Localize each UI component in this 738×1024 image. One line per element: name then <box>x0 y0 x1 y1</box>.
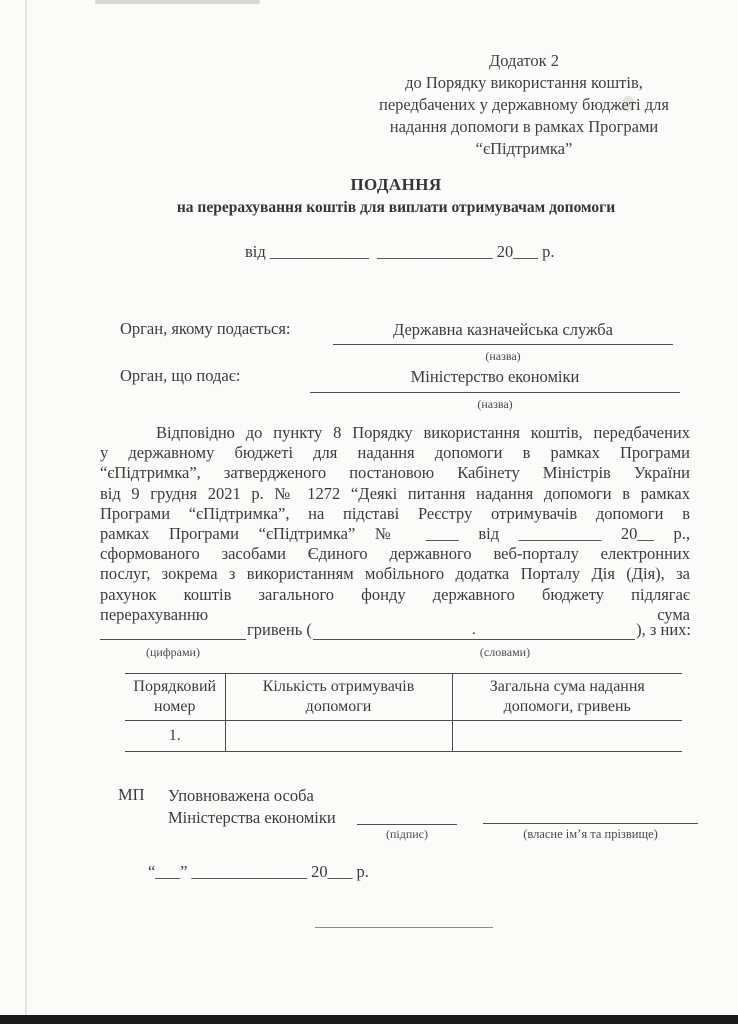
table-cell <box>225 721 452 752</box>
paragraph-line: рахунок коштів загального фонду державного бюджету підлягає <box>100 584 690 604</box>
paragraph-line: у державному бюджеті для надання допомоги в рамках Програми <box>100 443 690 463</box>
caption-words: (словами) <box>479 645 531 659</box>
appendix-line: надання допомоги в рамках Програми <box>389 117 659 136</box>
paragraph-line: перерахуванню сума <box>100 604 690 624</box>
authorized-person-block <box>168 785 336 828</box>
name-caption: (власне ім’я та прізвище) <box>523 827 658 841</box>
body-paragraph <box>100 423 690 625</box>
mp-stamp-label: МП <box>118 785 145 804</box>
appendix-line: “єПідтримка” <box>475 139 573 158</box>
document-title: ПОДАННЯ <box>350 175 442 194</box>
sum-closing-label: ), з них: <box>636 620 691 639</box>
sum-captions <box>100 645 692 659</box>
table-header-cell: Порядковий номер <box>125 674 225 721</box>
authorized-person-line: Міністерства економіки <box>168 807 336 827</box>
scan-bottom-edge <box>0 1015 738 1024</box>
table-cell <box>452 721 682 752</box>
footer-date-line: “___” ______________ 20___ р. <box>148 862 369 881</box>
appendix-reference <box>348 50 700 160</box>
table-header-cell: Кількість отримувачів допомоги <box>225 674 452 721</box>
signature-caption: (підпис) <box>385 827 429 841</box>
paragraph-line: Програми “єПідтримка”, на підставі Реєстру отримувачів допомоги в <box>100 503 690 523</box>
paragraph-line: Відповідно до пункту 8 Порядку використання коштів, передбачених <box>156 423 690 442</box>
hryven-label: гривень ( <box>247 620 312 639</box>
appendix-line: Додаток 2 <box>489 51 559 70</box>
authorized-person-line: Уповноважена особа <box>168 786 314 805</box>
scan-left-edge-line <box>25 0 27 1024</box>
org-to-value: Державна казначейська служба <box>333 320 673 345</box>
table-row <box>125 721 682 752</box>
org-from-caption: (назва) <box>477 397 513 411</box>
sum-line <box>100 620 692 642</box>
paragraph-line: рамках Програми “єПідтримка” № ____ від __________ 20__ р., <box>100 524 690 544</box>
appendix-line: передбачених у державному бюджеті для <box>379 95 669 114</box>
org-to-caption: (назва) <box>485 349 521 363</box>
org-from-value: Міністерство економіки <box>310 367 680 393</box>
paragraph-line: від 9 грудня 2021 р. № 1272 “Деякі питання надання допомоги в рамках <box>100 483 690 503</box>
table-cell: 1. <box>125 721 225 752</box>
org-to-label: Орган, якому подається: <box>120 319 291 338</box>
paragraph-line: “єПідтримка”, затвердженого постановою Кабінету Міністрів України <box>100 463 690 483</box>
caption-digits: (цифрами) <box>146 645 200 659</box>
sum-digits-blank <box>100 624 246 640</box>
scan-top-smudge <box>95 0 260 4</box>
name-blank <box>483 805 698 824</box>
org-from-label: Орган, що подає: <box>120 366 241 385</box>
blank-dot-mark: · <box>471 626 477 642</box>
paragraph-line: послуг, зокрема з використанням мобільного додатка Порталу Дія (Дія), за <box>100 564 690 584</box>
table-header-row <box>125 674 682 721</box>
paragraph-line: сформованого засобами Єдиного державного веб-порталу електронних <box>100 544 690 564</box>
signature-blank <box>357 806 457 825</box>
submission-date-line: від ____________ ______________ 20___ р. <box>245 242 555 261</box>
appendix-line: до Порядку використання коштів, <box>405 73 643 92</box>
table-header-cell: Загальна сума надання допомоги, гривень <box>452 674 682 721</box>
sum-words-blank <box>313 624 635 640</box>
document-subtitle: на перерахування коштів для виплати отримувачам допомоги <box>176 199 616 216</box>
bottom-stray-line <box>315 917 493 928</box>
payment-table <box>125 673 682 752</box>
